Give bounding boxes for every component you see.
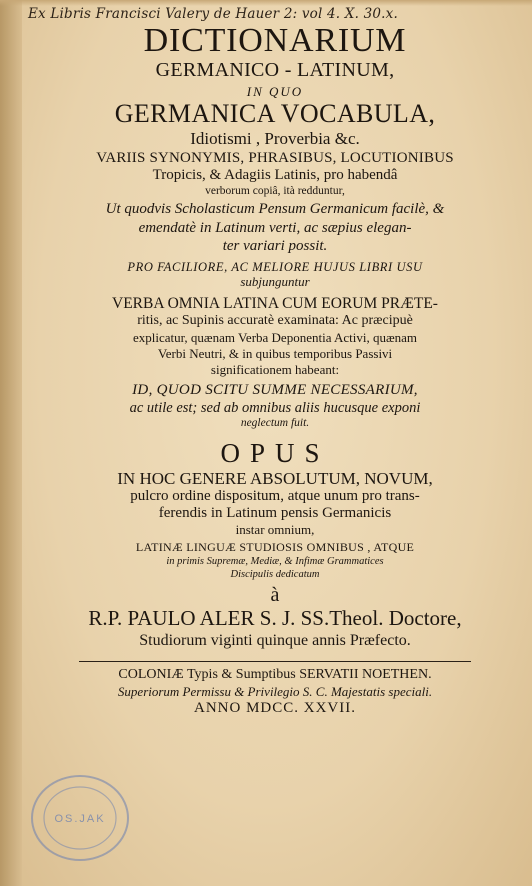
- page-gutter-edge: [0, 0, 22, 886]
- main-title: DICTIONARIUM: [143, 22, 407, 59]
- title-line: IN HOC GENERE ABSOLUTUM, NOVUM,: [117, 468, 433, 488]
- title-line: GERMANICA VOCABULA,: [114, 99, 436, 128]
- title-block: [24, 0, 526, 886]
- stamp-text: OS.JAK: [54, 813, 106, 825]
- title-line: neglectum fuit.: [240, 417, 310, 429]
- imprint-date: ANNO MDCC. XXVII.: [194, 699, 356, 716]
- title-line: Tropicis, & Adagiis Latinis, pro habendâ: [152, 167, 398, 183]
- title-line: explicatur, quænam Verba Deponentia Activi, quænam: [132, 329, 418, 345]
- title-line: significationem habeant:: [210, 361, 340, 377]
- title-line: ferendis in Latinum pensis Germanicis: [158, 504, 392, 521]
- author-title-line: Studiorum viginti quinque annis Præfecto.: [139, 631, 411, 649]
- title-line: à: [270, 583, 280, 606]
- title-line: PRO FACILIORE, AC MELIORE HUJUS LIBRI USU: [127, 259, 423, 274]
- subtitle: GERMANICO - LATINUM,: [155, 59, 395, 81]
- author-line: R.P. PAULO ALER S. J. SS.Theol. Doctore,: [88, 605, 462, 630]
- title-line: VARIIS SYNONYMIS, PHRASIBUS, LOCUTIONIBUS: [96, 150, 454, 166]
- title-line: instar omnium,: [235, 521, 315, 537]
- title-line: ritis, ac Supinis accuratè examinata: Ac præcipuè: [137, 312, 413, 328]
- title-line: ID, QUOD SCITU SUMME NECESSARIUM,: [132, 381, 418, 398]
- title-line: verborum copiâ, ità redduntur,: [205, 185, 345, 197]
- imprint-line: Superiorum Permissu & Privilegio S. C. Majestatis speciali.: [117, 683, 433, 699]
- title-line: subjunguntur: [240, 274, 310, 289]
- title-line: Discipulis dedicatum: [230, 569, 320, 580]
- title-line: Ut quodvis Scholasticum Pensum Germanicum facilè, &: [105, 200, 445, 217]
- title-line: IN QUO: [246, 84, 304, 99]
- opus-heading: OPUS: [220, 437, 330, 468]
- title-line: ac utile est; sed ab omnibus aliis hucusque exponi: [129, 399, 421, 416]
- handwritten-ownership-note: Ex Libris Francisci Valery de Hauer 2: vol 4. X. 30.x.: [28, 6, 398, 22]
- title-line: Verbi Neutri, & in quibus temporibus Passivi: [157, 345, 393, 361]
- title-line: in primis Supremæ, Mediæ, & Infimæ Grammatices: [166, 555, 384, 567]
- title-line: emendatè in Latinum verti, ac sæpius elegan-: [138, 219, 412, 236]
- title-line: pulcro ordine dispositum, atque unum pro trans-: [130, 487, 420, 504]
- library-stamp: [28, 772, 132, 864]
- title-line: ter variari possit.: [222, 237, 328, 254]
- title-line: Idiotismi , Proverbia &c.: [190, 129, 360, 148]
- title-line: LATINÆ LINGUÆ STUDIOSIS OMNIBUS , ATQUE: [135, 539, 415, 554]
- title-line: VERBA OMNIA LATINA CUM EORUM PRÆTE-: [112, 295, 438, 312]
- imprint-rule: [79, 661, 471, 662]
- imprint-line: COLONIÆ Typis & Sumptibus SERVATII NOETHEN.: [118, 666, 432, 682]
